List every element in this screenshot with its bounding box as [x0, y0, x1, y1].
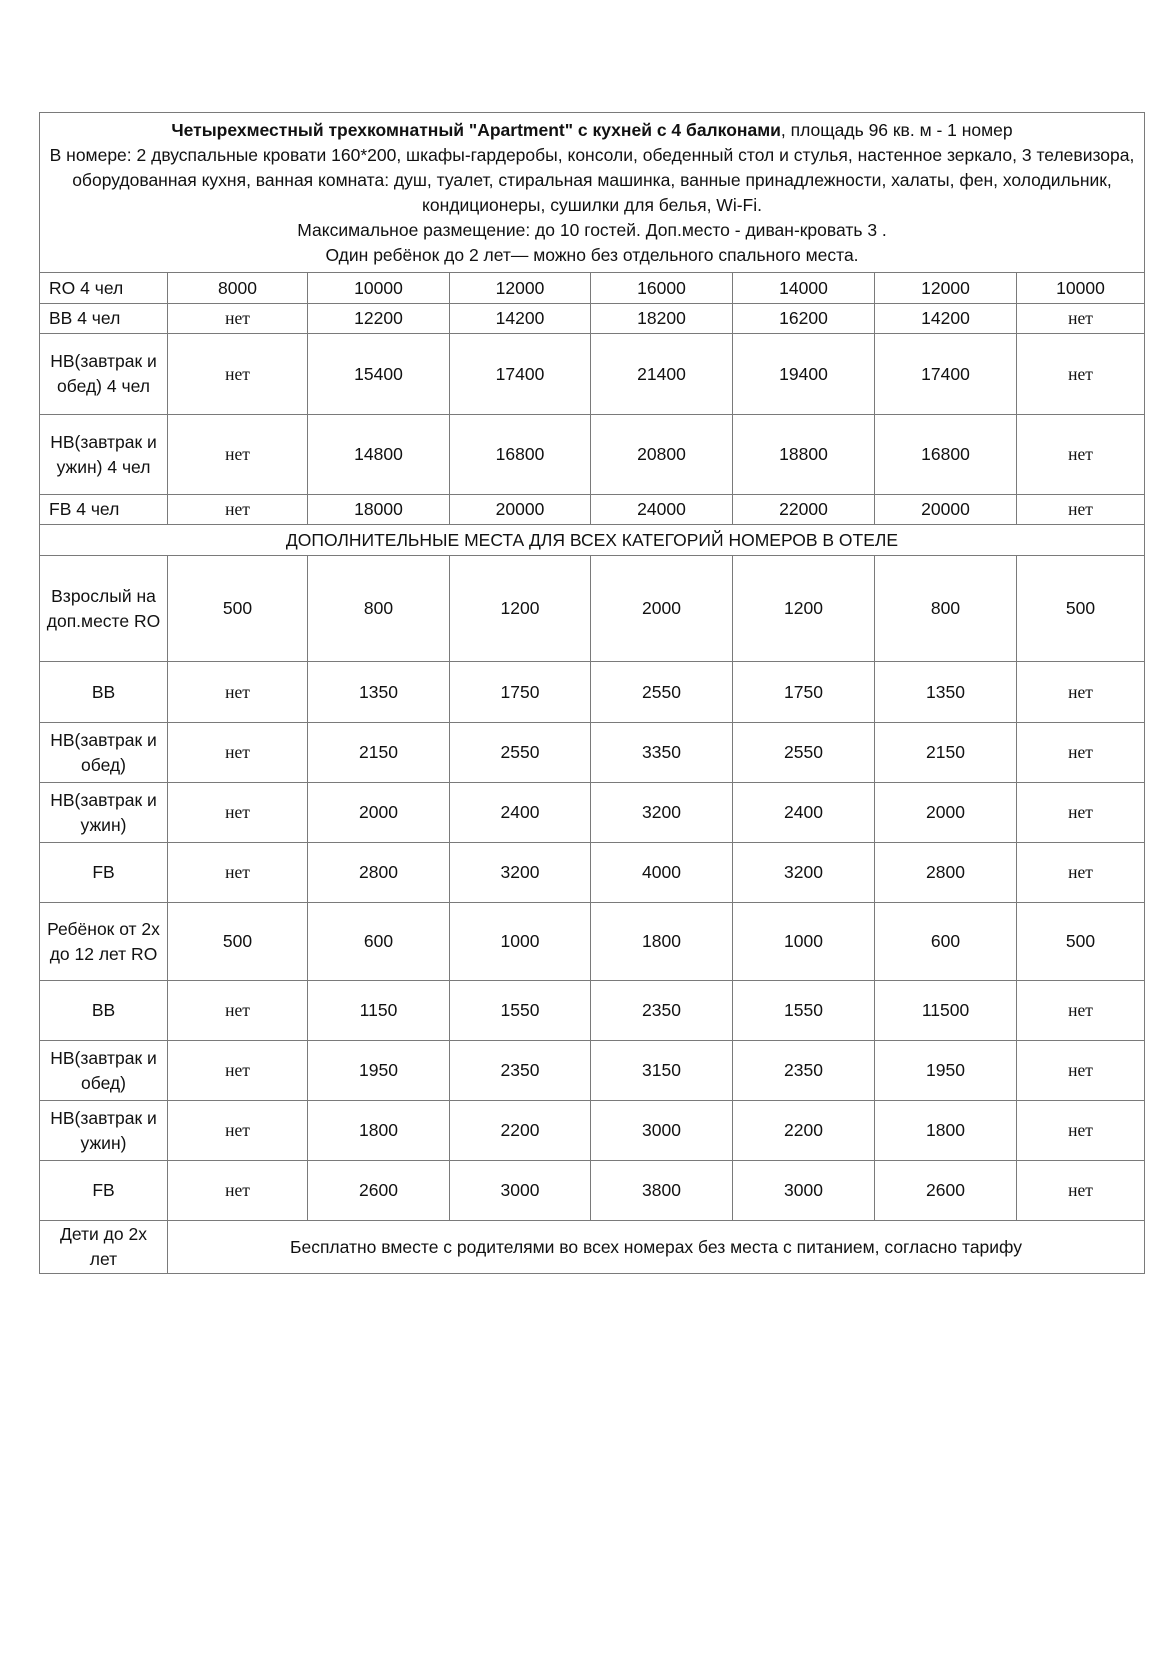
row-label: FB [40, 843, 168, 903]
row-label: Ребёнок от 2х до 12 лет RO [40, 903, 168, 981]
price-cell: 2800 [875, 843, 1017, 903]
price-cell: 2150 [308, 723, 450, 783]
price-cell: 3800 [591, 1161, 733, 1221]
price-cell: 22000 [733, 495, 875, 525]
price-cell: нет [1017, 843, 1145, 903]
price-cell: 20000 [875, 495, 1017, 525]
price-cell: 10000 [308, 273, 450, 304]
price-cell: нет [168, 1041, 308, 1101]
room-title: Четырехместный трехкомнатный "Apartment" с кухней с 4 балконами [171, 120, 781, 140]
price-cell: 16000 [591, 273, 733, 304]
price-cell: 14800 [308, 415, 450, 495]
price-cell: 3200 [733, 843, 875, 903]
price-cell: 2550 [591, 662, 733, 723]
table-row [40, 723, 1145, 783]
row-label: HB(завтрак и ужин) [40, 1101, 168, 1161]
row-label: Взрослый на доп.месте RO [40, 556, 168, 662]
price-cell: 500 [1017, 556, 1145, 662]
price-cell: 1150 [308, 981, 450, 1041]
price-cell: 1950 [308, 1041, 450, 1101]
infants-note: Бесплатно вместе с родителями во всех номерах без места с питанием, согласно тарифу [168, 1221, 1145, 1274]
row-label: HB(завтрак и обед) [40, 1041, 168, 1101]
price-cell: 18800 [733, 415, 875, 495]
table-row [40, 1221, 1145, 1274]
price-cell: нет [1017, 783, 1145, 843]
price-cell: 1000 [450, 903, 591, 981]
price-cell: 19400 [733, 334, 875, 415]
price-cell: 16200 [733, 304, 875, 334]
price-cell: 12000 [450, 273, 591, 304]
price-cell: нет [1017, 304, 1145, 334]
row-label: HB(завтрак и обед) 4 чел [40, 334, 168, 415]
price-cell: 4000 [591, 843, 733, 903]
price-cell: 2600 [875, 1161, 1017, 1221]
price-cell: 2350 [450, 1041, 591, 1101]
price-cell: нет [168, 723, 308, 783]
price-cell: 2200 [733, 1101, 875, 1161]
price-cell: 2400 [733, 783, 875, 843]
price-cell: нет [1017, 723, 1145, 783]
price-cell: 2350 [591, 981, 733, 1041]
price-cell: 12200 [308, 304, 450, 334]
price-cell: нет [168, 304, 308, 334]
price-cell: 20800 [591, 415, 733, 495]
table-row [40, 495, 1145, 525]
price-cell: 1750 [733, 662, 875, 723]
row-label: HB(завтрак и обед) [40, 723, 168, 783]
price-cell: нет [1017, 1161, 1145, 1221]
section-title: ДОПОЛНИТЕЛЬНЫЕ МЕСТА ДЛЯ ВСЕХ КАТЕГОРИЙ НОМЕРОВ В ОТЕЛЕ [40, 525, 1145, 556]
price-cell: 1800 [308, 1101, 450, 1161]
table-row [40, 981, 1145, 1041]
price-cell: 2150 [875, 723, 1017, 783]
price-cell: 1200 [733, 556, 875, 662]
price-cell: нет [168, 662, 308, 723]
price-cell: 12000 [875, 273, 1017, 304]
infant-note: Один ребёнок до 2 лет— можно без отдельного спального места. [325, 245, 859, 265]
price-cell: 3000 [591, 1101, 733, 1161]
table-row [40, 334, 1145, 415]
price-cell: 21400 [591, 334, 733, 415]
price-cell: 500 [1017, 903, 1145, 981]
price-cell: 2350 [733, 1041, 875, 1101]
price-cell: нет [168, 1161, 308, 1221]
price-table [39, 112, 1145, 1274]
price-cell: нет [168, 334, 308, 415]
price-cell: 1550 [733, 981, 875, 1041]
price-cell: 3150 [591, 1041, 733, 1101]
row-label: BB [40, 981, 168, 1041]
price-cell: 600 [308, 903, 450, 981]
price-cell: 800 [875, 556, 1017, 662]
price-cell: 16800 [450, 415, 591, 495]
price-cell: 800 [308, 556, 450, 662]
price-cell: 11500 [875, 981, 1017, 1041]
max-occupancy: Максимальное размещение: до 10 гостей. Доп.место - диван-кровать 3 . [297, 220, 887, 240]
room-description [40, 113, 1145, 273]
table-row [40, 304, 1145, 334]
price-cell: нет [168, 843, 308, 903]
price-cell: 14200 [875, 304, 1017, 334]
price-cell: нет [168, 783, 308, 843]
price-cell: 2200 [450, 1101, 591, 1161]
price-cell: 2000 [591, 556, 733, 662]
price-cell: нет [168, 1101, 308, 1161]
price-cell: 3200 [591, 783, 733, 843]
price-cell: 18200 [591, 304, 733, 334]
price-cell: 2800 [308, 843, 450, 903]
price-cell: 1800 [591, 903, 733, 981]
table-row [40, 1101, 1145, 1161]
price-cell: 10000 [1017, 273, 1145, 304]
price-cell: 500 [168, 903, 308, 981]
row-label: BB 4 чел [40, 304, 168, 334]
table-row [40, 903, 1145, 981]
price-cell: 3000 [450, 1161, 591, 1221]
price-cell: 14000 [733, 273, 875, 304]
price-cell: 17400 [875, 334, 1017, 415]
price-cell: 1800 [875, 1101, 1017, 1161]
price-cell: 24000 [591, 495, 733, 525]
price-cell: 600 [875, 903, 1017, 981]
table-row [40, 1041, 1145, 1101]
price-cell: нет [168, 415, 308, 495]
table-row [40, 273, 1145, 304]
table-row [40, 662, 1145, 723]
price-cell: нет [168, 981, 308, 1041]
table-row [40, 843, 1145, 903]
price-cell: 18000 [308, 495, 450, 525]
price-cell: 1750 [450, 662, 591, 723]
price-cell: 2600 [308, 1161, 450, 1221]
price-cell: 1950 [875, 1041, 1017, 1101]
price-cell: 8000 [168, 273, 308, 304]
room-description-row [40, 113, 1145, 273]
price-cell: 1350 [308, 662, 450, 723]
price-cell: 2000 [875, 783, 1017, 843]
price-cell: 20000 [450, 495, 591, 525]
price-cell: нет [1017, 981, 1145, 1041]
room-area: , площадь 96 кв. м - 1 номер [780, 120, 1013, 140]
row-label: HB(завтрак и ужин) [40, 783, 168, 843]
price-cell: нет [1017, 495, 1145, 525]
price-cell: 1000 [733, 903, 875, 981]
price-cell: 3000 [733, 1161, 875, 1221]
price-cell: 15400 [308, 334, 450, 415]
price-cell: нет [168, 495, 308, 525]
price-cell: 3200 [450, 843, 591, 903]
table-row [40, 415, 1145, 495]
price-cell: 3350 [591, 723, 733, 783]
price-cell: 17400 [450, 334, 591, 415]
price-cell: 2550 [450, 723, 591, 783]
table-row [40, 556, 1145, 662]
price-cell: 1200 [450, 556, 591, 662]
price-cell: 1550 [450, 981, 591, 1041]
price-cell: 2000 [308, 783, 450, 843]
price-cell: нет [1017, 662, 1145, 723]
table-row [40, 1161, 1145, 1221]
row-label: FB 4 чел [40, 495, 168, 525]
row-label: BB [40, 662, 168, 723]
row-label: HB(завтрак и ужин) 4 чел [40, 415, 168, 495]
price-cell: нет [1017, 1101, 1145, 1161]
table-row [40, 783, 1145, 843]
price-cell: нет [1017, 1041, 1145, 1101]
row-label: Дети до 2х лет [40, 1221, 168, 1274]
price-cell: 1350 [875, 662, 1017, 723]
row-label: FB [40, 1161, 168, 1221]
section-header-row [40, 525, 1145, 556]
price-cell: 16800 [875, 415, 1017, 495]
price-cell: нет [1017, 415, 1145, 495]
room-amenities: В номере: 2 двуспальные кровати 160*200, шкафы-гардеробы, консоли, обеденный стол и стулья, настенное зеркало, 3 телевизора, оборудованная кухня, ванная комната: душ, туалет, стиральная машинка, ванные принадлежности, халаты, фен, холодильник, кондиционеры, сушилки для белья, Wi-Fi. [49, 145, 1135, 215]
price-cell: нет [1017, 334, 1145, 415]
row-label: RO 4 чел [40, 273, 168, 304]
price-cell: 500 [168, 556, 308, 662]
price-cell: 2400 [450, 783, 591, 843]
price-cell: 2550 [733, 723, 875, 783]
price-cell: 14200 [450, 304, 591, 334]
